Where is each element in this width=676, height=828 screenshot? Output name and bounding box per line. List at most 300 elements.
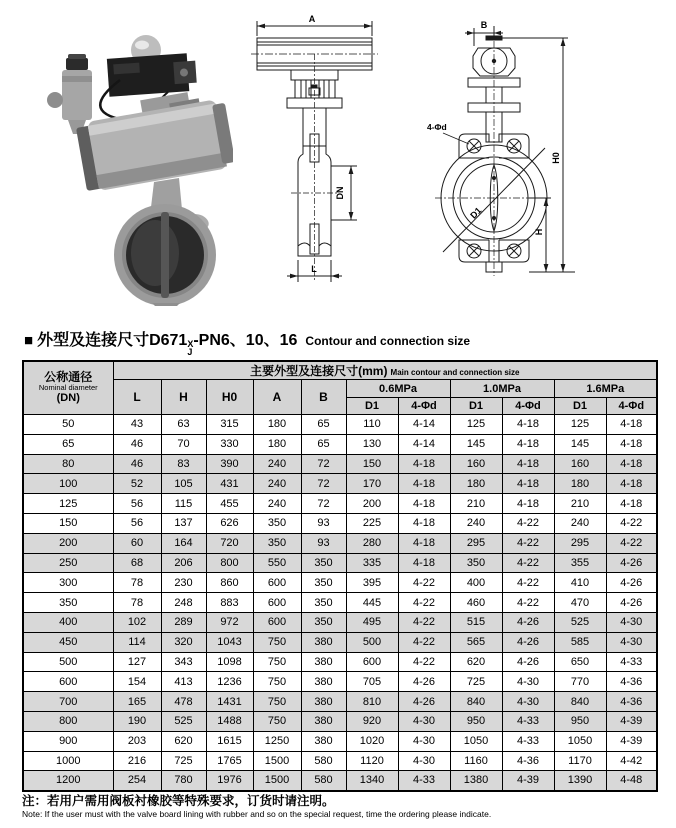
- table-cell: 1050: [450, 731, 502, 751]
- table-cell: 4-30: [398, 711, 450, 731]
- table-cell: 455: [206, 494, 253, 514]
- cell-dn: 1000: [23, 751, 113, 771]
- table-cell: 4-39: [502, 771, 554, 791]
- table-cell: 650: [554, 652, 606, 672]
- table-cell: 4-22: [502, 573, 554, 593]
- table-cell: 600: [253, 593, 301, 613]
- title-en: Contour and connection size: [305, 334, 471, 348]
- table-cell: 1160: [450, 751, 502, 771]
- table-row: [23, 751, 657, 771]
- table-cell: 580: [301, 771, 346, 791]
- table-cell: 4-26: [502, 652, 554, 672]
- label-a: A: [308, 14, 316, 24]
- table-cell: 431: [206, 474, 253, 494]
- table-cell: 78: [113, 593, 161, 613]
- label-d1: D1: [468, 205, 484, 221]
- cell-dn: 300: [23, 573, 113, 593]
- title-range: -PN6、10、16: [193, 332, 298, 349]
- table-row: [23, 692, 657, 712]
- cell-dn: 600: [23, 672, 113, 692]
- table-cell: 705: [346, 672, 398, 692]
- title-zh: 外型及连接尺寸D671: [37, 332, 188, 349]
- table-cell: 4-26: [606, 593, 657, 613]
- table-cell: 4-22: [398, 612, 450, 632]
- table-cell: 56: [113, 513, 161, 533]
- table-cell: 225: [346, 513, 398, 533]
- table-cell: 810: [346, 692, 398, 712]
- table-cell: 83: [161, 454, 206, 474]
- table-cell: 920: [346, 711, 398, 731]
- header-pressure-06: 0.6MPa: [346, 380, 450, 398]
- table-cell: 180: [450, 474, 502, 494]
- table-cell: 750: [253, 672, 301, 692]
- table-cell: 1976: [206, 771, 253, 791]
- table-cell: 4-36: [606, 692, 657, 712]
- photo-switch-box: [107, 53, 197, 97]
- table-cell: 280: [346, 533, 398, 553]
- table-cell: 350: [301, 573, 346, 593]
- front-view-svg: [243, 8, 395, 293]
- table-cell: 585: [554, 632, 606, 652]
- table-cell: 1236: [206, 672, 253, 692]
- table-cell: 105: [161, 474, 206, 494]
- table-cell: 170: [346, 474, 398, 494]
- table-cell: 725: [161, 751, 206, 771]
- cell-dn: 65: [23, 434, 113, 454]
- front-view-drawing: [243, 8, 395, 298]
- header-phid: 4-Φd: [606, 398, 657, 415]
- table-cell: 1488: [206, 711, 253, 731]
- table-row: [23, 434, 657, 454]
- table-cell: 145: [450, 434, 502, 454]
- table-cell: 4-39: [606, 711, 657, 731]
- table-cell: 4-26: [398, 692, 450, 712]
- table-cell: 125: [554, 415, 606, 435]
- table-cell: 750: [253, 711, 301, 731]
- table-cell: 1431: [206, 692, 253, 712]
- table-cell: 4-18: [606, 474, 657, 494]
- table-cell: 60: [113, 533, 161, 553]
- table-cell: 4-30: [606, 632, 657, 652]
- table-cell: 380: [301, 731, 346, 751]
- table-cell: 206: [161, 553, 206, 573]
- table-row: [23, 612, 657, 632]
- table-cell: 4-22: [502, 553, 554, 573]
- cell-dn: 700: [23, 692, 113, 712]
- table-cell: 355: [554, 553, 606, 573]
- table-cell: 840: [450, 692, 502, 712]
- table-cell: 4-18: [398, 494, 450, 514]
- cell-dn: 800: [23, 711, 113, 731]
- table-cell: 289: [161, 612, 206, 632]
- table-cell: 130: [346, 434, 398, 454]
- table-cell: 203: [113, 731, 161, 751]
- cell-dn: 200: [23, 533, 113, 553]
- table-cell: 68: [113, 553, 161, 573]
- table-cell: 4-36: [502, 751, 554, 771]
- table-cell: 4-26: [502, 632, 554, 652]
- table-cell: 620: [450, 652, 502, 672]
- table-cell: 350: [301, 593, 346, 613]
- cell-dn: 80: [23, 454, 113, 474]
- label-dn: DN: [335, 186, 345, 200]
- table-cell: 350: [301, 612, 346, 632]
- nominal-en: Nominal diameter: [38, 383, 98, 392]
- table-cell: 1050: [554, 731, 606, 751]
- table-cell: 380: [301, 672, 346, 692]
- table-cell: 1098: [206, 652, 253, 672]
- table-cell: 4-33: [502, 711, 554, 731]
- table-cell: 65: [301, 434, 346, 454]
- table-cell: 165: [113, 692, 161, 712]
- table-cell: 1615: [206, 731, 253, 751]
- table-cell: 4-18: [502, 434, 554, 454]
- table-cell: 4-48: [606, 771, 657, 791]
- table-cell: 600: [346, 652, 398, 672]
- table-cell: 4-42: [606, 751, 657, 771]
- table-cell: 4-30: [502, 672, 554, 692]
- table-cell: 413: [161, 672, 206, 692]
- table-cell: 4-18: [398, 533, 450, 553]
- section-title: [24, 327, 470, 356]
- cell-dn: 900: [23, 731, 113, 751]
- table-cell: 4-26: [398, 672, 450, 692]
- label-l: L: [311, 264, 317, 274]
- cell-dn: 400: [23, 612, 113, 632]
- table-cell: 750: [253, 692, 301, 712]
- table-cell: 4-18: [502, 494, 554, 514]
- header-nominal-diameter: [23, 361, 113, 415]
- table-cell: 4-30: [606, 612, 657, 632]
- table-cell: 460: [450, 593, 502, 613]
- header-a: A: [253, 380, 301, 415]
- table-cell: 4-18: [502, 454, 554, 474]
- title-model-sup: X: [187, 339, 194, 349]
- table-cell: 840: [554, 692, 606, 712]
- table-cell: 78: [113, 573, 161, 593]
- nominal-zh: 公称通径: [44, 370, 93, 384]
- table-cell: 4-18: [606, 434, 657, 454]
- cell-dn: 50: [23, 415, 113, 435]
- photo-actuator-cylinder: [73, 86, 233, 193]
- table-row: [23, 652, 657, 672]
- header-l: L: [113, 380, 161, 415]
- footnotes: [22, 794, 491, 820]
- table-cell: 52: [113, 474, 161, 494]
- photo-valve-body: [114, 204, 216, 306]
- table-row: [23, 553, 657, 573]
- table-row: [23, 731, 657, 751]
- cell-dn: 150: [23, 513, 113, 533]
- table-cell: 600: [253, 573, 301, 593]
- header-d1: D1: [346, 398, 398, 415]
- side-view-drawing: [415, 8, 625, 298]
- table-row: [23, 771, 657, 791]
- table-cell: 750: [253, 652, 301, 672]
- table-cell: 500: [346, 632, 398, 652]
- table-cell: 770: [554, 672, 606, 692]
- table-cell: 600: [253, 612, 301, 632]
- table-cell: 240: [450, 513, 502, 533]
- table-cell: 63: [161, 415, 206, 435]
- table-cell: 210: [450, 494, 502, 514]
- table-row: [23, 672, 657, 692]
- table-cell: 4-33: [502, 731, 554, 751]
- table-cell: 350: [450, 553, 502, 573]
- table-cell: 240: [253, 454, 301, 474]
- table-cell: 210: [554, 494, 606, 514]
- cell-dn: 500: [23, 652, 113, 672]
- table-cell: 127: [113, 652, 161, 672]
- header-d1: D1: [554, 398, 606, 415]
- table-cell: 1170: [554, 751, 606, 771]
- table-cell: 4-18: [606, 415, 657, 435]
- cell-dn: 250: [23, 553, 113, 573]
- table-cell: 720: [206, 533, 253, 553]
- header-pressure-16: 1.6MPa: [554, 380, 657, 398]
- table-cell: 495: [346, 612, 398, 632]
- table-cell: 380: [301, 711, 346, 731]
- table-row: [23, 494, 657, 514]
- table-cell: 350: [253, 533, 301, 553]
- table-cell: 1390: [554, 771, 606, 791]
- table-cell: 180: [554, 474, 606, 494]
- table-cell: 4-18: [606, 454, 657, 474]
- table-cell: 350: [301, 553, 346, 573]
- main-header-zh: 主要外型及连接尺寸(mm): [250, 364, 388, 378]
- table-cell: 4-30: [398, 731, 450, 751]
- label-h0: H0: [551, 152, 561, 164]
- table-row: [23, 415, 657, 435]
- cell-dn: 350: [23, 593, 113, 613]
- table-cell: 1043: [206, 632, 253, 652]
- table-cell: 950: [554, 711, 606, 731]
- table-cell: 470: [554, 593, 606, 613]
- table-cell: 4-30: [502, 692, 554, 712]
- table-cell: 380: [301, 652, 346, 672]
- table-cell: 525: [554, 612, 606, 632]
- photo-regulator: [47, 54, 92, 134]
- table-cell: 4-30: [398, 751, 450, 771]
- table-cell: 190: [113, 711, 161, 731]
- table-cell: 4-18: [502, 474, 554, 494]
- title-bullet-icon: ■: [24, 332, 34, 349]
- table-cell: 580: [301, 751, 346, 771]
- table-cell: 330: [206, 434, 253, 454]
- table-cell: 4-26: [606, 553, 657, 573]
- table-cell: 860: [206, 573, 253, 593]
- table-cell: 1340: [346, 771, 398, 791]
- table-cell: 750: [253, 632, 301, 652]
- table-cell: 230: [161, 573, 206, 593]
- table-cell: 4-22: [502, 533, 554, 553]
- table-row: [23, 454, 657, 474]
- table-cell: 1500: [253, 751, 301, 771]
- table-cell: 154: [113, 672, 161, 692]
- table-cell: 115: [161, 494, 206, 514]
- table-cell: 150: [346, 454, 398, 474]
- table-cell: 295: [450, 533, 502, 553]
- table-row: [23, 573, 657, 593]
- header-d1: D1: [450, 398, 502, 415]
- table-cell: 4-22: [398, 573, 450, 593]
- table-cell: 65: [301, 415, 346, 435]
- table-cell: 525: [161, 711, 206, 731]
- table-cell: 4-22: [606, 513, 657, 533]
- table-row: [23, 474, 657, 494]
- table-cell: 972: [206, 612, 253, 632]
- table-cell: 56: [113, 494, 161, 514]
- table-cell: 200: [346, 494, 398, 514]
- table-cell: 93: [301, 513, 346, 533]
- dim-dn: [331, 166, 357, 220]
- nominal-unit: (DN): [56, 392, 80, 404]
- table-cell: 4-39: [606, 731, 657, 751]
- table-cell: 93: [301, 533, 346, 553]
- header-b: B: [301, 380, 346, 415]
- table-cell: 72: [301, 494, 346, 514]
- table-cell: 350: [253, 513, 301, 533]
- table-cell: 380: [301, 632, 346, 652]
- header-main: [113, 361, 657, 380]
- cell-dn: 450: [23, 632, 113, 652]
- label-b: B: [480, 20, 488, 30]
- table-cell: 4-36: [606, 672, 657, 692]
- table-cell: 4-18: [398, 474, 450, 494]
- table-cell: 160: [554, 454, 606, 474]
- table-cell: 410: [554, 573, 606, 593]
- table-cell: 70: [161, 434, 206, 454]
- label-bolt: 4-Φd: [427, 122, 447, 132]
- cell-dn: 125: [23, 494, 113, 514]
- table-body: [23, 415, 657, 791]
- table-cell: 4-18: [398, 553, 450, 573]
- table-cell: 137: [161, 513, 206, 533]
- table-cell: 565: [450, 632, 502, 652]
- table-cell: 390: [206, 454, 253, 474]
- table-cell: 46: [113, 454, 161, 474]
- table-row: [23, 533, 657, 553]
- cell-dn: 1200: [23, 771, 113, 791]
- table-cell: 4-33: [398, 771, 450, 791]
- table-cell: 478: [161, 692, 206, 712]
- table-cell: 102: [113, 612, 161, 632]
- table-cell: 4-26: [606, 573, 657, 593]
- bolt-spec: [427, 122, 469, 144]
- table-row: [23, 513, 657, 533]
- valve-photo-figure: [28, 14, 233, 311]
- table-cell: 1120: [346, 751, 398, 771]
- table-cell: 550: [253, 553, 301, 573]
- table-cell: 725: [450, 672, 502, 692]
- table-cell: 4-22: [606, 533, 657, 553]
- table-cell: 1250: [253, 731, 301, 751]
- table-header: [23, 361, 657, 415]
- dim-a: [257, 14, 372, 36]
- table-cell: 145: [554, 434, 606, 454]
- table-row: [23, 593, 657, 613]
- table-cell: 4-18: [606, 494, 657, 514]
- table-cell: 125: [450, 415, 502, 435]
- table-cell: 950: [450, 711, 502, 731]
- table-cell: 4-18: [398, 513, 450, 533]
- table-cell: 1380: [450, 771, 502, 791]
- table-cell: 248: [161, 593, 206, 613]
- table-cell: 1020: [346, 731, 398, 751]
- table-cell: 4-22: [502, 513, 554, 533]
- title-model-sub: J: [187, 347, 193, 357]
- label-h: H: [534, 228, 544, 236]
- table-cell: 400: [450, 573, 502, 593]
- table-cell: 620: [161, 731, 206, 751]
- table-cell: 380: [301, 692, 346, 712]
- note-zh: 注：若用户需用阀板衬橡胶等特殊要求，订货时请注明。: [22, 794, 335, 808]
- header-phid: 4-Φd: [398, 398, 450, 415]
- table-cell: 160: [450, 454, 502, 474]
- header-h: H: [161, 380, 206, 415]
- table-cell: 4-14: [398, 434, 450, 454]
- table-cell: 4-22: [398, 632, 450, 652]
- header-phid: 4-Φd: [502, 398, 554, 415]
- main-header-en: Main contour and connection size: [390, 368, 520, 377]
- table-cell: 335: [346, 553, 398, 573]
- table-cell: 800: [206, 553, 253, 573]
- table-row: [23, 632, 657, 652]
- table-cell: 515: [450, 612, 502, 632]
- valve-photo: [28, 14, 233, 306]
- table-cell: 4-22: [398, 652, 450, 672]
- table-cell: 343: [161, 652, 206, 672]
- table-cell: 180: [253, 434, 301, 454]
- table-cell: 1765: [206, 751, 253, 771]
- table-cell: 114: [113, 632, 161, 652]
- header-pressure-10: 1.0MPa: [450, 380, 554, 398]
- dim-b: [465, 20, 503, 46]
- table-cell: 216: [113, 751, 161, 771]
- table-cell: 295: [554, 533, 606, 553]
- table-cell: 4-18: [502, 415, 554, 435]
- table-cell: 4-22: [398, 593, 450, 613]
- dimension-table: [22, 360, 658, 792]
- header-h0: H0: [206, 380, 253, 415]
- table-cell: 4-33: [606, 652, 657, 672]
- table-cell: 46: [113, 434, 161, 454]
- table-cell: 164: [161, 533, 206, 553]
- table-cell: 4-14: [398, 415, 450, 435]
- table-cell: 626: [206, 513, 253, 533]
- table-cell: 883: [206, 593, 253, 613]
- table-cell: 254: [113, 771, 161, 791]
- table-cell: 4-18: [398, 454, 450, 474]
- table-cell: 4-26: [502, 612, 554, 632]
- table-cell: 180: [253, 415, 301, 435]
- table-cell: 315: [206, 415, 253, 435]
- table-cell: 43: [113, 415, 161, 435]
- table-cell: 320: [161, 632, 206, 652]
- table-cell: 4-22: [502, 593, 554, 613]
- table-row: [23, 711, 657, 731]
- note-en: Note: If the user must with the valve board lining with rubber and so on the special request, time the ordering please indicate.: [22, 809, 492, 819]
- table-cell: 445: [346, 593, 398, 613]
- table-cell: 1500: [253, 771, 301, 791]
- table-cell: 72: [301, 454, 346, 474]
- cell-dn: 100: [23, 474, 113, 494]
- table-cell: 780: [161, 771, 206, 791]
- table-cell: 395: [346, 573, 398, 593]
- table-cell: 240: [554, 513, 606, 533]
- table-cell: 110: [346, 415, 398, 435]
- table-cell: 240: [253, 494, 301, 514]
